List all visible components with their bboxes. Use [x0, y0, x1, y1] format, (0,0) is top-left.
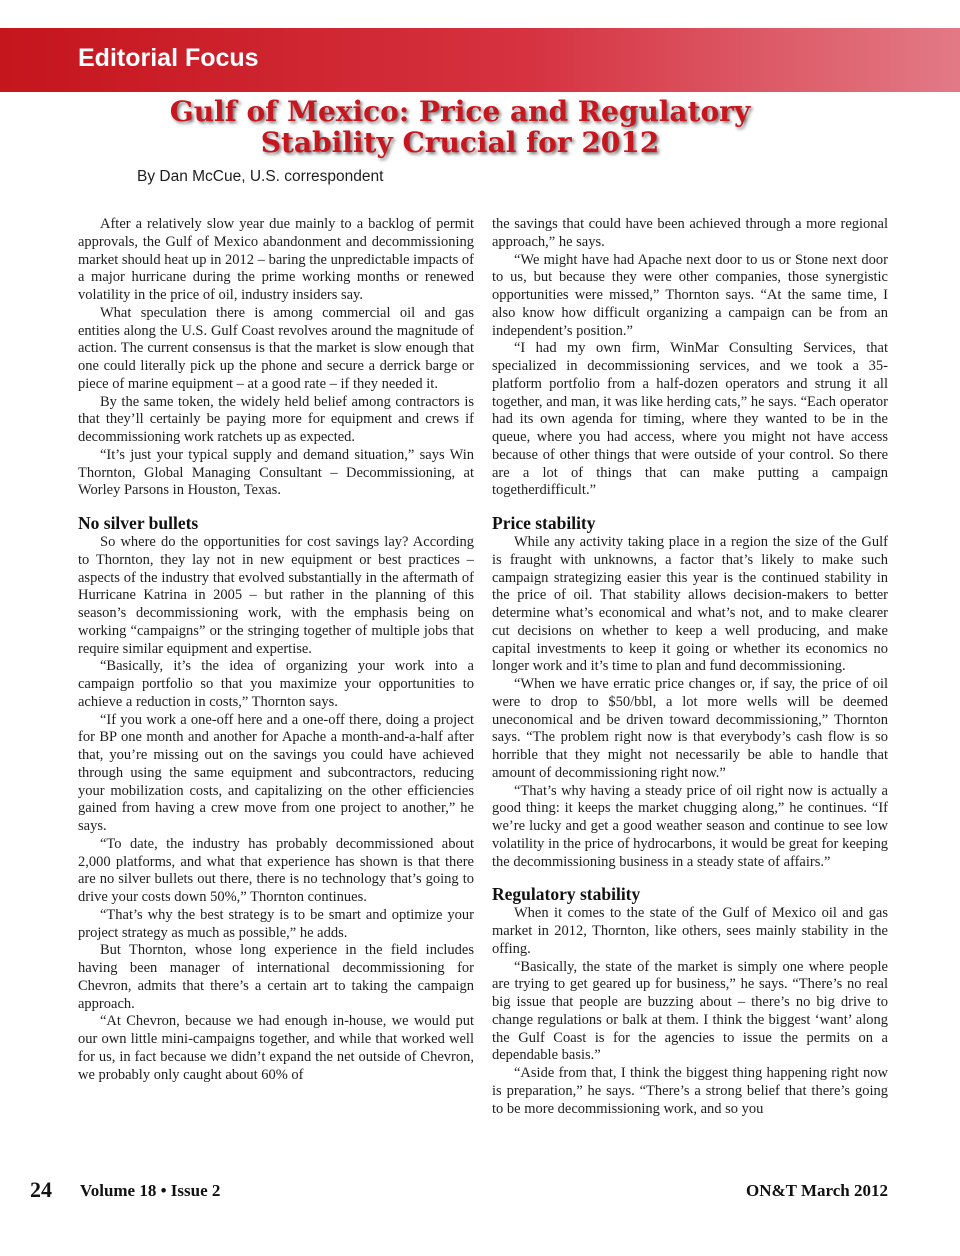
paragraph: “It’s just your typical supply and demand situation,” says Win Thornton, Global Managing Consultant – Decommissioning, at Worley Parsons in Houston, Texas.: [78, 446, 474, 499]
paragraph: But Thornton, whose long experience in the field includes having been manager of international decommissioning for Chevron, admits that there’s a certain art to taking the campaign approach.: [78, 942, 474, 1012]
paragraph: “That’s why the best strategy is to be smart and optimize your project strategy as much as possible,” he adds.: [78, 906, 474, 941]
paragraph: By the same token, the widely held belief among contractors is that they’ll certainly be paying more for equipment and crews if decommissioning work ratchets up as expected.: [78, 393, 474, 445]
page-number: 24: [30, 1177, 52, 1202]
issue-label: Volume 18 • Issue 2: [80, 1181, 221, 1200]
paragraph: “We might have had Apache next door to us or Stone next door to us, but because they were other companies, those synergistic opportunities were missed,” Thornton says. “At the same time, I also know how difficult organizing a campaign can be from an independent’s position.”: [492, 251, 888, 339]
page-footer: [0, 1177, 960, 1206]
section-heading-no-silver-bullets: No silver bullets: [78, 513, 199, 533]
paragraph: What speculation there is among commercial oil and gas entities along the U.S. Gulf Coast revolves around the magnitude of action. The current consensus is that the market is slow enough that one could literally pick up the phone and secure a derrick barge or piece of marine equipment – at a good rate – if they needed it.: [78, 304, 474, 392]
article-title: [140, 96, 780, 158]
paragraph: While any activity taking place in a region the size of the Gulf is fraught with unknowns, a factor that’s likely to make such campaign strategizing easier this year is the continued stability in the price of oil. That stability allows decision-makers to better determine what’s economical and what’s not, and to make clearer cut decisions on whether to keep a well producing, and make capital investments to keep it going or whether its economics no longer work and it’s time to plan and fund decommissioning.: [492, 534, 888, 675]
paragraph: “At Chevron, because we had enough in-house, we would put our own little mini-campaigns together, and while that worked well for us, in fact because we didn’t expand the net outside of Chevron, we probably only caught about 60% of: [78, 1013, 474, 1083]
article-column-left: [78, 216, 474, 1158]
paragraph: After a relatively slow year due mainly to a backlog of permit approvals, the Gulf of Mexico abandonment and decommissioning market should heat up in 2012 – baring the unpredictable impacts of a major hurricane during the prime working months or renewed volatility in the price of oil, industry insiders say.: [78, 216, 474, 303]
paragraph: “Basically, the state of the market is simply one where people are trying to get geared up for business,” he says. “There’s no real big issue that people are buzzing about – there’s no big drive to change regulations or balk at them. I think the biggest ‘want’ along the Gulf Coast is for the agencies to issue the permits on a dependable basis.”: [492, 958, 888, 1064]
article-column-right: [492, 216, 888, 1158]
section-banner: [0, 28, 960, 92]
paragraph: the savings that could have been achieved through a more regional approach,” he says.: [492, 216, 888, 250]
section-heading-regulatory-stability: Regulatory stability: [492, 884, 641, 905]
paragraph: “Aside from that, I think the biggest thing happening right now is preparation,” he says. “There’s a strong belief that there’s going to be more decommissioning work, and so you: [492, 1065, 888, 1117]
paragraph: “When we have erratic price changes or, if say, the price of oil were to drop to $50/bbl, a lot more wells will be deemed uneconomical and be driven toward decommissioning,” Thornton says. “The problem right now is that everybody’s cash flow is so horrible that they might not necessarily be able to handle that amount of decommissioning right now.”: [492, 676, 888, 781]
paragraph: “Basically, it’s the idea of organizing your work into a campaign portfolio so that you maximize your opportunities to achieve a reduction in costs,” Thornton says.: [78, 658, 474, 710]
paragraph: When it comes to the state of the Gulf of Mexico oil and gas market in 2012, Thornton, like others, sees mainly stability in the offing.: [492, 905, 888, 957]
paragraph: “If you work a one-off here and a one-off there, doing a project for BP one month and another for Apache a month-and-a-half after that, you’re missing out on the savings you could have achieved through using the same equipment and subcontractors, reducing your mobilization costs, and capitalizing on the other efficiencies gained from having a crew move from one project to another,” he says.: [78, 711, 474, 834]
paragraph: “That’s why having a steady price of oil right now is actually a good thing: it keeps the market chugging along,” he continues. “If we’re lucky and get a good weather season and continue to see low volatility in the price of hydrocarbons, it would be great for keeping the decommissioning business in a steady state of affairs.”: [492, 782, 888, 870]
publication-label: ON&T March 2012: [746, 1181, 888, 1200]
byline: By Dan McCue, U.S. correspondent: [137, 168, 384, 185]
paragraph: “I had my own firm, WinMar Consulting Services, that specialized in decommissioning services, and we took a 35-platform portfolio from a half-dozen operators and strung it all together, and man, it was like herding cats,” he says. “Each operator had its own agenda for timing, where they wanted to be in the queue, where you had access, where you might not have access because of other things that were outside of your control. So there are a lot of things that can make putting a campaign togetherdifficult.”: [492, 340, 888, 499]
section-label: Editorial Focus: [78, 44, 259, 72]
article-title-line-1: Gulf of Mexico: Price and Regulatory: [169, 95, 751, 128]
paragraph: So where do the opportunities for cost savings lay? According to Thornton, they lay not in new equipment or best practices – aspects of the industry that evolved substantially in the aftermath of Hurricane Katrina in 2005 – but rather in the planning of this season’s decommissioning work, with the emphasis being on working “campaigns” or the stringing together of multiple jobs that require similar equipment and expertise.: [78, 534, 474, 657]
section-heading-price-stability: Price stability: [492, 513, 596, 533]
paragraph: “To date, the industry has probably decommissioned about 2,000 platforms, and what that experience has shown is that there are no silver bullets out there, there is no technology that’s going to drive your costs down 50%,” Thornton continues.: [78, 835, 474, 905]
article-title-line-2: Stability Crucial for 2012: [260, 126, 660, 159]
